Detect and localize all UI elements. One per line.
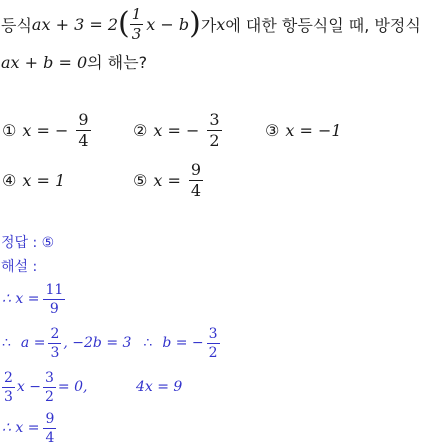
fraction-denominator: 2: [45, 388, 54, 405]
left-paren: (: [118, 6, 130, 41]
option-text: x = −1: [285, 120, 342, 140]
solution-final-lhs: ∴ x =: [2, 420, 40, 436]
solution-x-minus: x −: [16, 379, 41, 395]
right-paren: ): [189, 6, 201, 41]
fraction-denominator: 3: [4, 388, 13, 405]
option-1[interactable]: [2, 110, 91, 150]
option-number: ①: [2, 120, 17, 140]
option-lhs: x =: [153, 170, 181, 190]
solution-final-fraction: [43, 412, 56, 445]
solution-equals-zero: = 0,: [57, 379, 88, 395]
question-target-equation: ax + b = 0: [1, 53, 88, 72]
question-line2-tail: 의 해는?: [87, 53, 148, 72]
solution-line-3: [2, 368, 87, 406]
solution-line-2: [2, 324, 220, 362]
fraction-denominator: 2: [208, 344, 218, 361]
question-line-2: [1, 50, 147, 73]
fraction-one-third: [130, 4, 144, 43]
solution-fraction-three-halves: [43, 371, 56, 404]
solution-line-4: [2, 409, 56, 447]
fraction-numerator: 3: [208, 325, 218, 342]
option-text: x = 1: [22, 170, 66, 190]
solution-lhs: ∴ x =: [2, 291, 40, 307]
option-fraction: [76, 109, 90, 150]
fraction-numerator: 1: [131, 4, 142, 23]
solution-fraction-two-thirds: [2, 371, 15, 404]
option-number: ③: [265, 120, 280, 140]
option-number: ②: [133, 120, 148, 140]
solution-a-lhs: a =: [20, 335, 46, 351]
option-fraction: [189, 159, 203, 200]
question-particle: 가: [200, 15, 217, 35]
fraction-numerator: 2: [4, 369, 13, 386]
question-equation-lhs: ax + 3 = 2: [31, 14, 118, 34]
option-3[interactable]: [265, 110, 342, 150]
fraction-denominator: 4: [190, 180, 202, 200]
option-4[interactable]: [2, 160, 65, 200]
option-fraction: [207, 109, 221, 150]
therefore-symbol: ∴: [2, 335, 11, 351]
answer-label: 정답 : ⑤: [1, 235, 55, 251]
fraction-numerator: 9: [45, 410, 55, 427]
option-2[interactable]: [133, 110, 222, 150]
question-text-tail: 에 대한 항등식일 때, 방정식: [225, 15, 421, 35]
fraction-numerator: 3: [45, 369, 54, 386]
fraction-numerator: 9: [78, 109, 89, 129]
fraction-denominator: 9: [49, 300, 59, 317]
fraction-denominator: 3: [131, 24, 142, 43]
fraction-denominator: 4: [45, 429, 55, 446]
fraction-numerator: 11: [45, 281, 64, 298]
fraction-numerator: 2: [50, 325, 60, 342]
question-prefix: 등식: [1, 15, 32, 35]
explanation-label: 해설 :: [1, 259, 38, 275]
solution-line-3-right: 4x = 9: [136, 379, 183, 395]
question-line-1: [1, 5, 421, 43]
option-lhs: x = −: [22, 120, 69, 140]
question-variable: x: [216, 14, 226, 34]
solution-line-1: [2, 280, 65, 318]
solution-a-fraction: [48, 327, 61, 360]
option-lhs: x = −: [153, 120, 200, 140]
fraction-denominator: 2: [209, 130, 220, 150]
option-5[interactable]: [133, 160, 203, 200]
solution-fraction: [43, 283, 65, 316]
solution-b-fraction: [207, 327, 220, 360]
fraction-denominator: 4: [78, 130, 89, 150]
fraction-numerator: 3: [209, 109, 220, 129]
option-number: ④: [2, 170, 17, 190]
solution-b-lhs: b = −: [162, 335, 204, 351]
therefore-symbol-2: ∴: [143, 335, 153, 351]
question-inner-expression: x − b: [146, 14, 190, 34]
fraction-denominator: 3: [50, 344, 60, 361]
fraction-numerator: 9: [190, 159, 202, 179]
solution-b-equation: , −2b = 3: [63, 335, 132, 351]
option-number: ⑤: [133, 170, 148, 190]
